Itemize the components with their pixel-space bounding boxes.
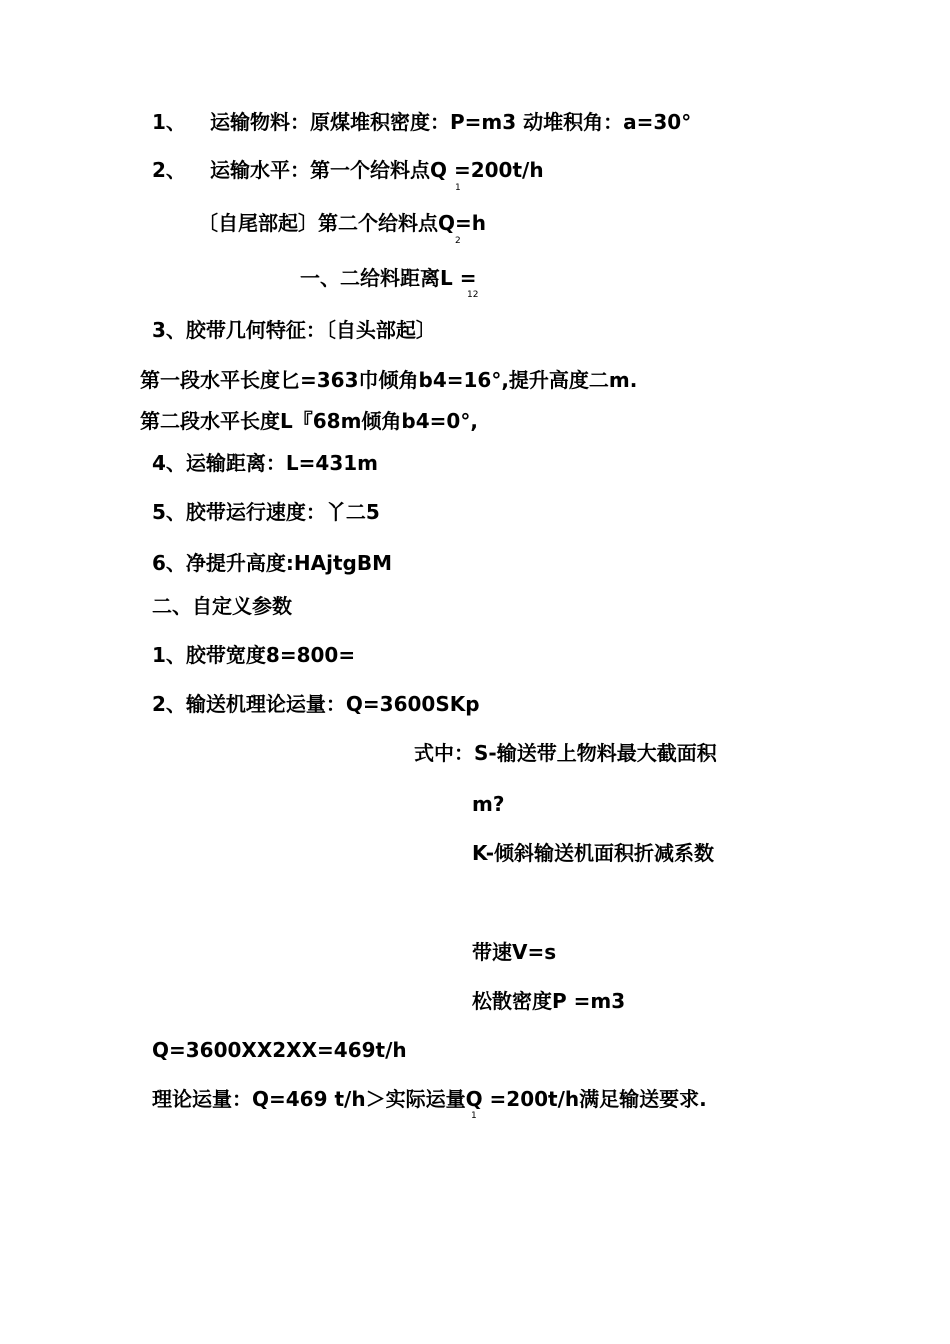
subscript-l12: 12 [467, 290, 479, 300]
theoretical-capacity-line: 2、输送机理论运量：Q=3600SKp [152, 692, 480, 716]
feed-distance-line: 一、二给料距离L = [300, 266, 477, 290]
second-feed-line: 〔自尾部起〕第二个给料点Q=h [198, 211, 486, 235]
segment-two-line: 第二段水平长度L『68m倾角b4=0°, [140, 409, 478, 433]
subscript-q2: 2 [455, 236, 461, 246]
material-line [152, 110, 691, 134]
belt-speed-line: 5、胶带运行速度：丫二5 [152, 500, 380, 524]
conclusion-line: 理论运量：Q=469 t/h＞实际运量Q =200t/h满足输送要求. [152, 1087, 707, 1111]
item-number: 1、 [152, 110, 186, 134]
lift-height-line: 6、净提升高度:HAjtgBM [152, 551, 393, 575]
where-s-line: 式中：S-输送带上物料最大截面积 [414, 741, 717, 765]
transport-level-text: 运输水平：第一个给料点Q =200t/h [210, 158, 544, 182]
speed-definition-line: 带速V=s [472, 940, 557, 964]
material-text: 运输物料：原煤堆积密度：P=m3 动堆积角：a=30° [210, 110, 692, 134]
belt-geometry-line: 3、胶带几何特征：〔自头部起〕 [152, 318, 436, 342]
section-heading: 二、自定义参数 [152, 594, 292, 618]
density-definition-line: 松散密度P =m3 [472, 989, 626, 1013]
belt-width-line: 1、胶带宽度8=800= [152, 643, 356, 667]
k-definition-line: K-倾斜输送机面积折减系数 [472, 841, 715, 865]
subscript-q1: 1 [455, 183, 461, 193]
calculation-line: Q=3600XX2XX=469t/h [152, 1038, 407, 1062]
transport-level-line [152, 158, 544, 182]
segment-one-line: 第一段水平长度匕=363巾倾角b4=16°,提升高度二m. [140, 368, 638, 392]
subscript-q1-conclusion: 1 [471, 1111, 477, 1121]
area-unit-line: m? [472, 792, 505, 816]
transport-distance-line: 4、运输距离：L=431m [152, 451, 379, 475]
item-number: 2、 [152, 158, 186, 182]
